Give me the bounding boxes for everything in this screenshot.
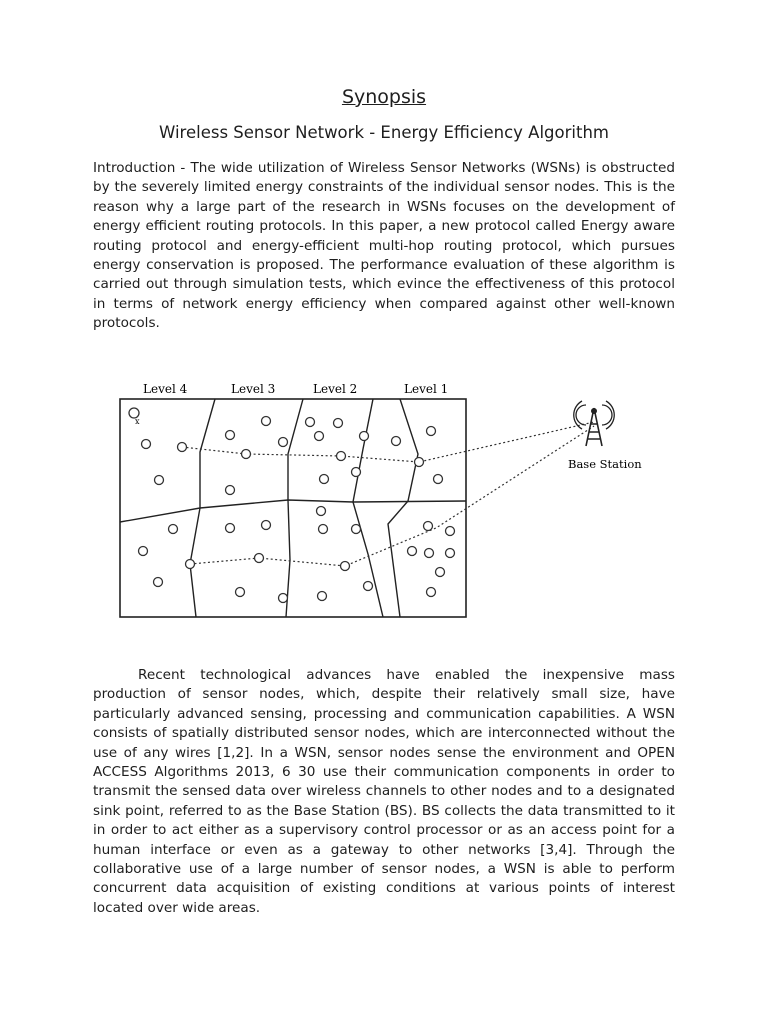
level-4-label: Level 4 [143,382,188,396]
wsn-network-diagram [118,374,658,624]
level-1-label: Level 1 [404,382,449,396]
base-station-icon [574,401,615,446]
routing-paths [182,422,594,566]
base-station-label: Base Station [568,457,642,471]
level-2-label: Level 2 [313,382,358,396]
document-subtitle: Wireless Sensor Network - Energy Efficiency Algorithm [159,123,609,142]
intro-paragraph: Introduction - The wide utilization of Wireless Sensor Networks (WSNs) is obstructed by the severely limited energy constraints of the individual sensor nodes. This is the reason why a large part of the research in WSNs focuses on the development of energy efficient routing protocols. In this paper, a new protocol called Energy aware routing protocol and energy-efficient multi-hop routing protocol, which pursues energy conservation is proposed. The performance evaluation of these algorithm is carried out through simulation tests, which evince the effectiveness of this protocol in terms of network energy efficiency when compared against other well-known protocols. [93,160,675,332]
level-boundaries [120,399,466,617]
background-paragraph: Recent technological advances have enabled the inexpensive mass production of sensor nodes, which, despite their relatively small size, have particularly advanced sensing, processing and communication capabilities. A WSN consists of spatially distributed sensor nodes, which are interconnected without the use of any wires [1,2]. In a WSN, sensor nodes sense the environment and OPEN ACCESS Algorithms 2013, 6 30 use their communication components in order to transmit the sensed data over wireless channels to other nodes and to a designated sink point, referred to as the Base Station (BS). BS collects the data transmitted to it in order to act either as a supervisory control processor or as an access point for a human interface or even as a gateway to other networks [3,4]. Through the collaborative use of a large number of sensor nodes, a WSN is able to perform concurrent data acquisition of existing conditions at various points of interest located over wide areas. [93,667,675,916]
level-3-label: Level 3 [231,382,276,396]
document-title: Synopsis [341,86,427,108]
sensor-nodes [129,408,455,603]
sensor-field-border [120,399,466,617]
source-node-marker: x [135,417,140,426]
